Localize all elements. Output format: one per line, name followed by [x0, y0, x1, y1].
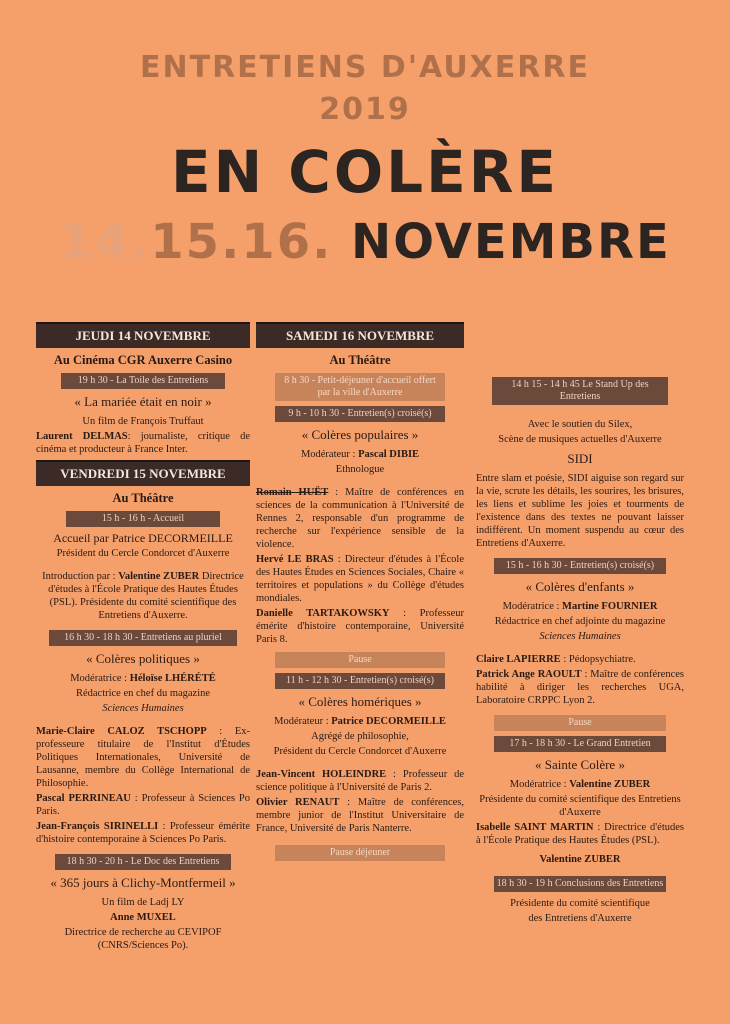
welcome-line: Accueil par Patrice DECORMEILLE: [53, 531, 233, 545]
slot-15h: 15 h - 16 h 30 - Entretien(s) croisé(s): [494, 558, 666, 574]
slot-11h: 11 h - 12 h 30 - Entretien(s) croisé(s): [275, 673, 445, 689]
session-title-enfants: « Colères d'enfants »: [525, 579, 635, 594]
slot-doc: 18 h 30 - 20 h - Le Doc des Entretiens: [55, 854, 231, 870]
slot-entretiens-pluriel: 16 h 30 - 18 h 30 - Entretiens au pluriel: [49, 630, 237, 646]
speaker-zuber: Valentine ZUBER: [539, 854, 621, 865]
speaker-saint-martin: Isabelle SAINT MARTIN : Directrice d'études à l'École Pratique des Hautes Études (PSL).: [476, 822, 684, 846]
slot-pause-dejeuner: Pause déjeuner: [275, 845, 445, 861]
speaker-holeindre: Jean-Vincent HOLEINDRE : Professeur de science politique à l'Université de Paris 2.: [256, 769, 464, 793]
day-header-thursday: JEUDI 14 NOVEMBRE: [36, 322, 250, 348]
event-dates: [0, 214, 730, 270]
moderator-lherete: Modératrice : Héloïse LHÉRÉTÉ: [70, 673, 216, 684]
film-title-clichy: « 365 jours à Clichy-Montfermeil »: [50, 875, 236, 890]
speaker-perrineau: Pascal PERRINEAU : Professeur à Sciences Po Paris.: [36, 793, 251, 817]
introduction: Introduction par : Valentine ZUBER Directrice d'études à l'École Pratique des Hautes Études (PSL). Présidente du comité scientifique des Entretiens d'Auxerre.: [42, 571, 244, 621]
event-year: 2019: [319, 92, 411, 127]
slot-petit-dejeuner: 8 h 30 - Petit-déjeuner d'accueil offert par la ville d'Auxerre: [275, 373, 445, 401]
session-title-homeriques: « Colères homériques »: [298, 694, 422, 709]
welcome-role: Président du Cercle Condorcet d'Auxerre: [56, 548, 230, 559]
speaker-caloz: Marie-Claire CALOZ TSCHOPP : Ex-professeure titulaire de l'Institut d'Études Politiques Internationales, Université de Lausanne, membre du Collège International de Philosophie.: [36, 726, 251, 789]
speaker-raoult: Patrick Ange RAOULT : Maître de conférences habilité à diriger les recherches UGA, Laboratoire CRPPC Lyon 2.: [476, 669, 684, 706]
moderator-zuber-role: Présidente du comité scientifique des Entretiens d'Auxerre: [479, 794, 681, 818]
speaker-lapierre: Claire LAPIERRE : Pédopsychiatre.: [476, 654, 636, 665]
moderator-fournier-role: Rédactrice en chef adjointe du magazine: [494, 616, 666, 627]
moderator-zuber: Modératrice : Valentine ZUBER: [509, 779, 651, 790]
conclusion-role1: Présidente du comité scientifique: [510, 898, 650, 909]
film-director: Un film de François Truffaut: [82, 416, 204, 427]
day-header-friday: VENDREDI 15 NOVEMBRE: [36, 460, 250, 486]
venue-theatre-friday: Au Théâtre: [112, 491, 174, 505]
guest-muxel-role: Directrice de recherche au CEVIPOF (CNRS/Sciences Po).: [64, 927, 222, 951]
session-title-politiques: « Colères politiques »: [86, 651, 200, 666]
moderator-decormeille-role1: Agrégé de philosophie,: [311, 731, 409, 742]
venue-theatre-saturday: Au Théâtre: [329, 353, 391, 367]
day-header-saturday: SAMEDI 16 NOVEMBRE: [256, 322, 464, 348]
venue-cinema: Au Cinéma CGR Auxerre Casino: [53, 353, 233, 367]
support-line1: Avec le soutien du Silex,: [527, 419, 633, 430]
film-director-ly: Un film de Ladj LY: [101, 897, 185, 908]
event-series-title: ENTRETIENS D'AUXERRE: [140, 50, 590, 85]
column-thursday-friday: [36, 318, 250, 954]
slot-pause-2: Pause: [494, 715, 666, 731]
support-line2: Scène de musiques actuelles d'Auxerre: [498, 434, 662, 445]
magazine-name: Sciences Humaines: [102, 703, 184, 714]
speaker-tartakowsky: Danielle TARTAKOWSKY : Professeur émérite d'histoire contemporaine, Université Paris 8.: [256, 608, 464, 645]
guest-delmas: Laurent DELMAS: journaliste, critique de cinéma et producteur à France Inter.: [36, 431, 250, 455]
conclusion-role2: des Entretiens d'Auxerre: [528, 913, 632, 924]
moderator-dibie-role: Ethnologue: [335, 464, 385, 475]
moderator-fournier: Modératrice : Martine FOURNIER: [502, 601, 658, 612]
artist-sidi-desc: Entre slam et poésie, SIDI aiguise son regard sur la vie, scrute les détails, les sourires, les brisures, les liens et sublime les joies et tourments de l'existence dans des textes ne pouvant laisser indifférent. Un moment suspendu au cœur des Entretiens d'Auxerre.: [476, 473, 684, 549]
guest-muxel-name: Anne MUXEL: [110, 912, 176, 923]
slot-pause-1: Pause: [275, 652, 445, 668]
moderator-decormeille-role2: Président du Cercle Condorcet d'Auxerre: [273, 746, 447, 757]
session-title-populaires: « Colères populaires »: [301, 427, 419, 442]
event-main-title: EN COLÈRE: [170, 138, 560, 206]
speaker-renaut: Olivier RENAUT : Maître de conférences, membre junior de l'Institut Universitaire de France, Université de Paris Nanterre.: [256, 797, 465, 834]
speaker-le-bras: Hervé LE BRAS : Directeur d'études à l'École des Hautes Études en Sciences Sociales, Chaire « territoires et populations » du Collège d'études mondiales.: [256, 554, 464, 604]
date-month: NOVEMBRE: [332, 214, 671, 270]
film-title-mariee: « La mariée était en noir »: [74, 394, 212, 409]
date-15-16: 15.16.: [150, 214, 333, 270]
column-saturday-afternoon: [476, 372, 684, 927]
slot-stand-up: 14 h 15 - 14 h 45 Le Stand Up des Entretiens: [492, 377, 668, 405]
slot-grand-entretien: 17 h - 18 h 30 - Le Grand Entretien: [494, 736, 666, 752]
moderator-dibie: Modérateur : Pascal DIBIE: [300, 449, 420, 460]
slot-accueil: 15 h - 16 h - Accueil: [66, 511, 220, 527]
moderator-role: Rédactrice en chef du magazine: [75, 688, 211, 699]
artist-sidi: SIDI: [567, 451, 593, 466]
slot-9h: 9 h - 10 h 30 - Entretien(s) croisé(s): [275, 406, 445, 422]
moderator-decormeille: Modérateur : Patrice DECORMEILLE: [274, 716, 446, 727]
speaker-huet: Romain HUËT : Maître de conférences en sciences de la communication à l'Université de Rennes 2, responsable d'un programme de recherche sur l'expérience sensible de la violence.: [256, 487, 465, 550]
speaker-sirinelli: Jean-François SIRINELLI : Professeur émérite d'histoire contemporaine à Sciences Po Paris.: [36, 821, 250, 845]
slot-toile: 19 h 30 - La Toile des Entretiens: [61, 373, 225, 389]
date-14: 14.: [59, 214, 151, 270]
column-saturday-morning: [256, 318, 464, 866]
session-title-sainte: « Sainte Colère »: [535, 757, 625, 772]
slot-conclusions: 18 h 30 - 19 h Conclusions des Entretiens: [494, 876, 666, 892]
magazine-name-2: Sciences Humaines: [539, 631, 621, 642]
